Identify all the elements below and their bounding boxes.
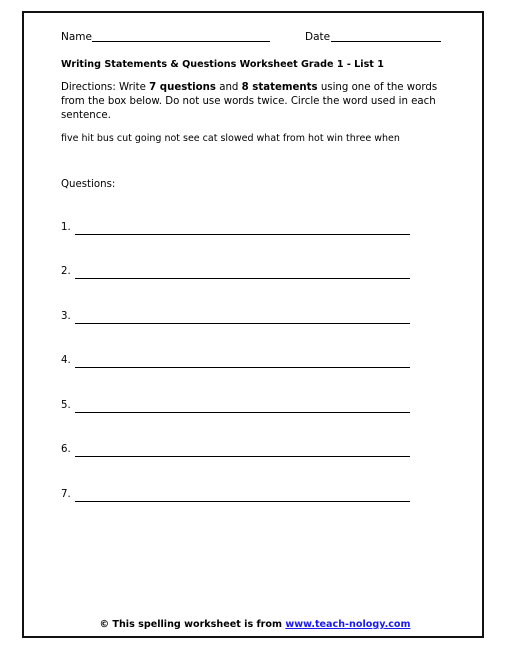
answer-number: 6. (61, 444, 71, 455)
name-field-line[interactable] (92, 41, 270, 42)
answer-rule[interactable] (75, 278, 410, 279)
answer-number: 1. (61, 222, 71, 233)
footer (0, 619, 510, 630)
directions-text-3: using one of the words from the box below. Do not use words twice. Circle the word used in each sentence. (61, 82, 438, 121)
footer-text: © This spelling worksheet is from (99, 619, 286, 630)
answer-number: 4. (61, 355, 71, 366)
directions-text-1: Directions: Write (61, 82, 150, 93)
answer-line-5 (61, 400, 421, 416)
answer-rule[interactable] (75, 367, 410, 368)
header-row (61, 31, 470, 47)
answer-rule[interactable] (75, 323, 410, 324)
answer-rule[interactable] (75, 412, 410, 413)
answer-line-7 (61, 489, 421, 505)
directions-statements-count: 8 statements (241, 82, 318, 93)
answer-line-1 (61, 222, 421, 238)
directions-text-2: and (215, 82, 242, 93)
answer-number: 3. (61, 311, 71, 322)
name-label: Name (61, 31, 92, 43)
word-box: five hit bus cut going not see cat slowed what from hot win three when (61, 133, 400, 144)
answer-line-6 (61, 444, 421, 460)
date-field-line[interactable] (331, 41, 441, 42)
directions-questions-count: 7 questions (149, 82, 216, 93)
answer-number: 5. (61, 400, 71, 411)
worksheet-title: Writing Statements & Questions Worksheet Grade 1 - List 1 (61, 59, 384, 70)
answer-rule[interactable] (75, 234, 410, 235)
answer-number: 7. (61, 489, 71, 500)
footer-link[interactable]: www.teach-nology.com (285, 619, 411, 630)
answer-line-4 (61, 355, 421, 371)
answer-rule[interactable] (75, 501, 410, 502)
questions-heading: Questions: (61, 179, 116, 190)
answer-rule[interactable] (75, 456, 410, 457)
answer-number: 2. (61, 266, 71, 277)
directions (61, 81, 453, 123)
date-label: Date (305, 31, 331, 43)
answer-line-2 (61, 266, 421, 282)
answer-line-3 (61, 311, 421, 327)
